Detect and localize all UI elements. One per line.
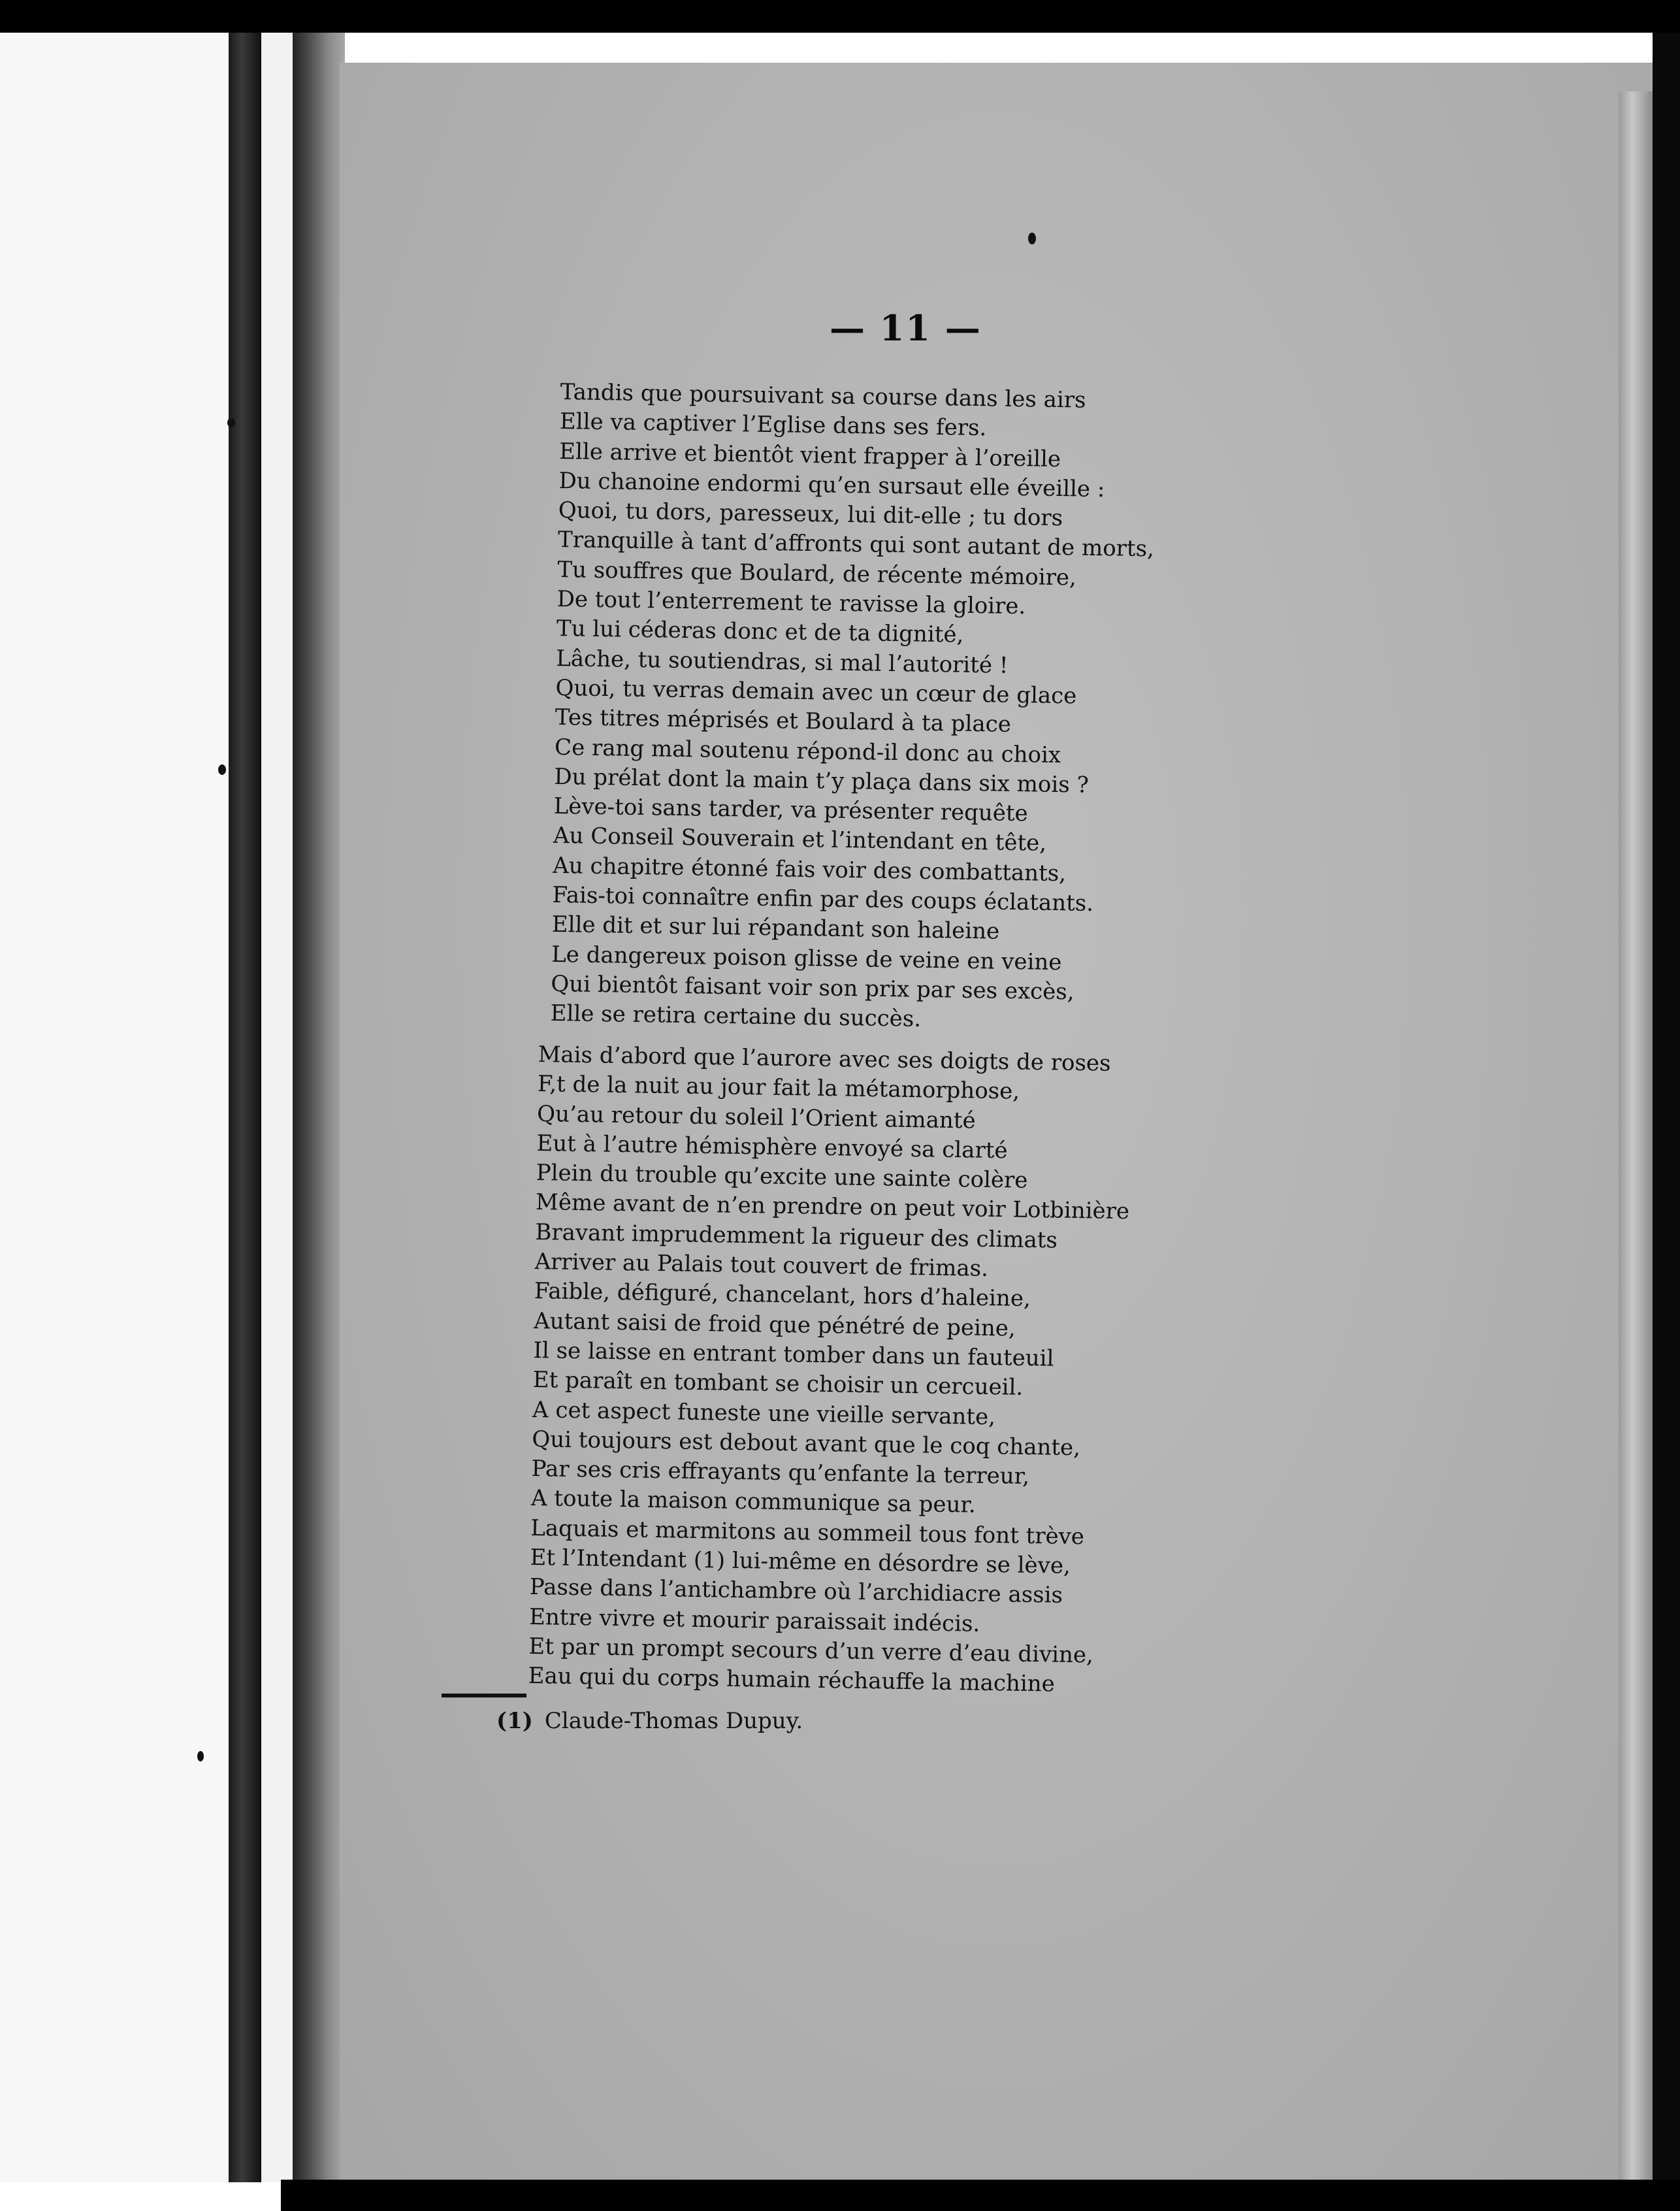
verse-line: Et l’Intendant (1) lui-même en désordre se lève, — [530, 1544, 1071, 1579]
verse-stanza-1 — [550, 378, 1156, 1038]
verse-line: Entre vivre et mourir paraissait indécis. — [528, 1603, 980, 1637]
verse-line: Tu souffres que Boulard, de récente mémoire, — [557, 556, 1077, 591]
margin-speck — [1028, 233, 1036, 244]
verse-line: Qu’au retour du soleil l’Orient aimanté — [536, 1100, 976, 1134]
verse-line: Au Conseil Souverain et l’intendant en tête, — [553, 823, 1047, 857]
margin-speck — [227, 418, 235, 427]
verse-line: Et par un prompt secours d’un verre d’eau divine, — [528, 1633, 1094, 1669]
verse-line: Eau qui du corps humain réchauffe la machine — [528, 1663, 1056, 1697]
verse-line: A toute la maison communique sa peur. — [530, 1485, 977, 1519]
verse-line: Quoi, tu verras demain avec un cœur de glace — [555, 674, 1077, 710]
book-spine — [229, 33, 261, 2182]
verse-line: Arriver au Palais tout couvert de frimas. — [534, 1249, 989, 1282]
footnote — [496, 1708, 803, 1734]
verse-line: Elle se retira certaine du succès. — [550, 1000, 922, 1033]
verse-line: Bravant imprudemment la rigueur des climats — [535, 1219, 1058, 1254]
verse-line: Il se laisse en entrant tomber dans un fauteuil — [533, 1337, 1054, 1372]
verse-line: Faible, défiguré, chancelant, hors d’haleine, — [534, 1278, 1031, 1313]
verse-line: Mais d’abord que l’aurore avec ses doigts de roses — [538, 1041, 1111, 1077]
footnote-marker: (1) — [496, 1708, 533, 1734]
verse-line: Elle dit et sur lui répandant son haleine — [551, 911, 1000, 945]
gutter-shadow — [293, 33, 345, 2182]
verse-line: Lève-toi sans tarder, va présenter requête — [553, 793, 1029, 827]
verse-line: Qui bientôt faisant voir son prix par ses excès, — [551, 970, 1074, 1006]
verse-line: Quoi, tu dors, paresseux, lui dit-elle ; tu dors — [558, 497, 1063, 532]
verse-line: Ce rang mal soutenu répond-il donc au choix — [554, 734, 1061, 768]
verse-line: A cet aspect funeste une vieille servante, — [532, 1396, 996, 1430]
verse-line: Par ses cris effrayants qu’enfante la terreur, — [531, 1456, 1030, 1490]
verse-line: Même avant de n’en prendre on peut voir Lotbinière — [535, 1189, 1130, 1225]
page-number: — 11 — — [830, 307, 982, 349]
verse-line: Fais-toi connaître enfin par des coups éclatants. — [552, 881, 1094, 917]
verse-line: Passe dans l’antichambre où l’archidiacre assis — [529, 1574, 1063, 1609]
verse-line: De tout l’enterrement te ravisse la gloire. — [557, 586, 1026, 620]
scan-frame-right — [1653, 33, 1680, 2182]
verse-line: Laquais et marmitons au sommeil tous font trève — [530, 1515, 1085, 1550]
verse-line: Du prélat dont la main t’y plaça dans six mois ? — [554, 763, 1090, 798]
verse-line: Au chapitre étonné fais voir des combattants, — [552, 852, 1067, 887]
verse-line: Eut à l’autre hémisphère envoyé sa clarté — [536, 1130, 1008, 1164]
verse-line: Tu lui céderas donc et de ta dignité, — [556, 615, 964, 649]
verse-line: Tes titres méprisés et Boulard à ta place — [555, 704, 1012, 738]
spine-gap — [261, 33, 293, 2182]
footnote-rule — [442, 1694, 526, 1697]
page-edge — [1619, 91, 1653, 2180]
verse-line: Lâche, tu soutiendras, si mal l’autorité ! — [555, 645, 1009, 679]
margin-speck — [218, 764, 226, 775]
verse-line: F,t de la nuit au jour fait la métamorphose, — [537, 1071, 1020, 1105]
scan-frame-top — [0, 0, 1680, 33]
scan-frame-bottom — [281, 2180, 1680, 2211]
verse-line: Tranquille à tant d’affronts qui sont autant de morts, — [557, 527, 1155, 563]
verse-line: Et paraît en tombant se choisir un cercueil. — [532, 1367, 1024, 1401]
verse-line: Elle arrive et bientôt vient frapper à l’oreille — [558, 438, 1061, 472]
facing-blank-page — [0, 33, 229, 2182]
verse-line: Tandis que poursuivant sa course dans les airs — [560, 378, 1086, 414]
verse-line: Autant saisi de froid que pénétré de peine, — [533, 1307, 1016, 1342]
verse-line: Du chanoine endormi qu’en sursaut elle éveille : — [558, 467, 1105, 502]
verse-line: Qui toujours est debout avant que le coq chante, — [532, 1426, 1081, 1461]
verse-line: Plein du trouble qu’excite une sainte colère — [536, 1160, 1028, 1194]
margin-speck — [197, 1751, 204, 1761]
verse-stanza-2 — [528, 1040, 1132, 1701]
verse-line: Elle va captiver l’Eglise dans ses fers. — [559, 408, 987, 442]
footnote-text: Claude-Thomas Dupuy. — [544, 1708, 803, 1734]
verse-line: Le dangereux poison glisse de veine en veine — [551, 941, 1062, 975]
